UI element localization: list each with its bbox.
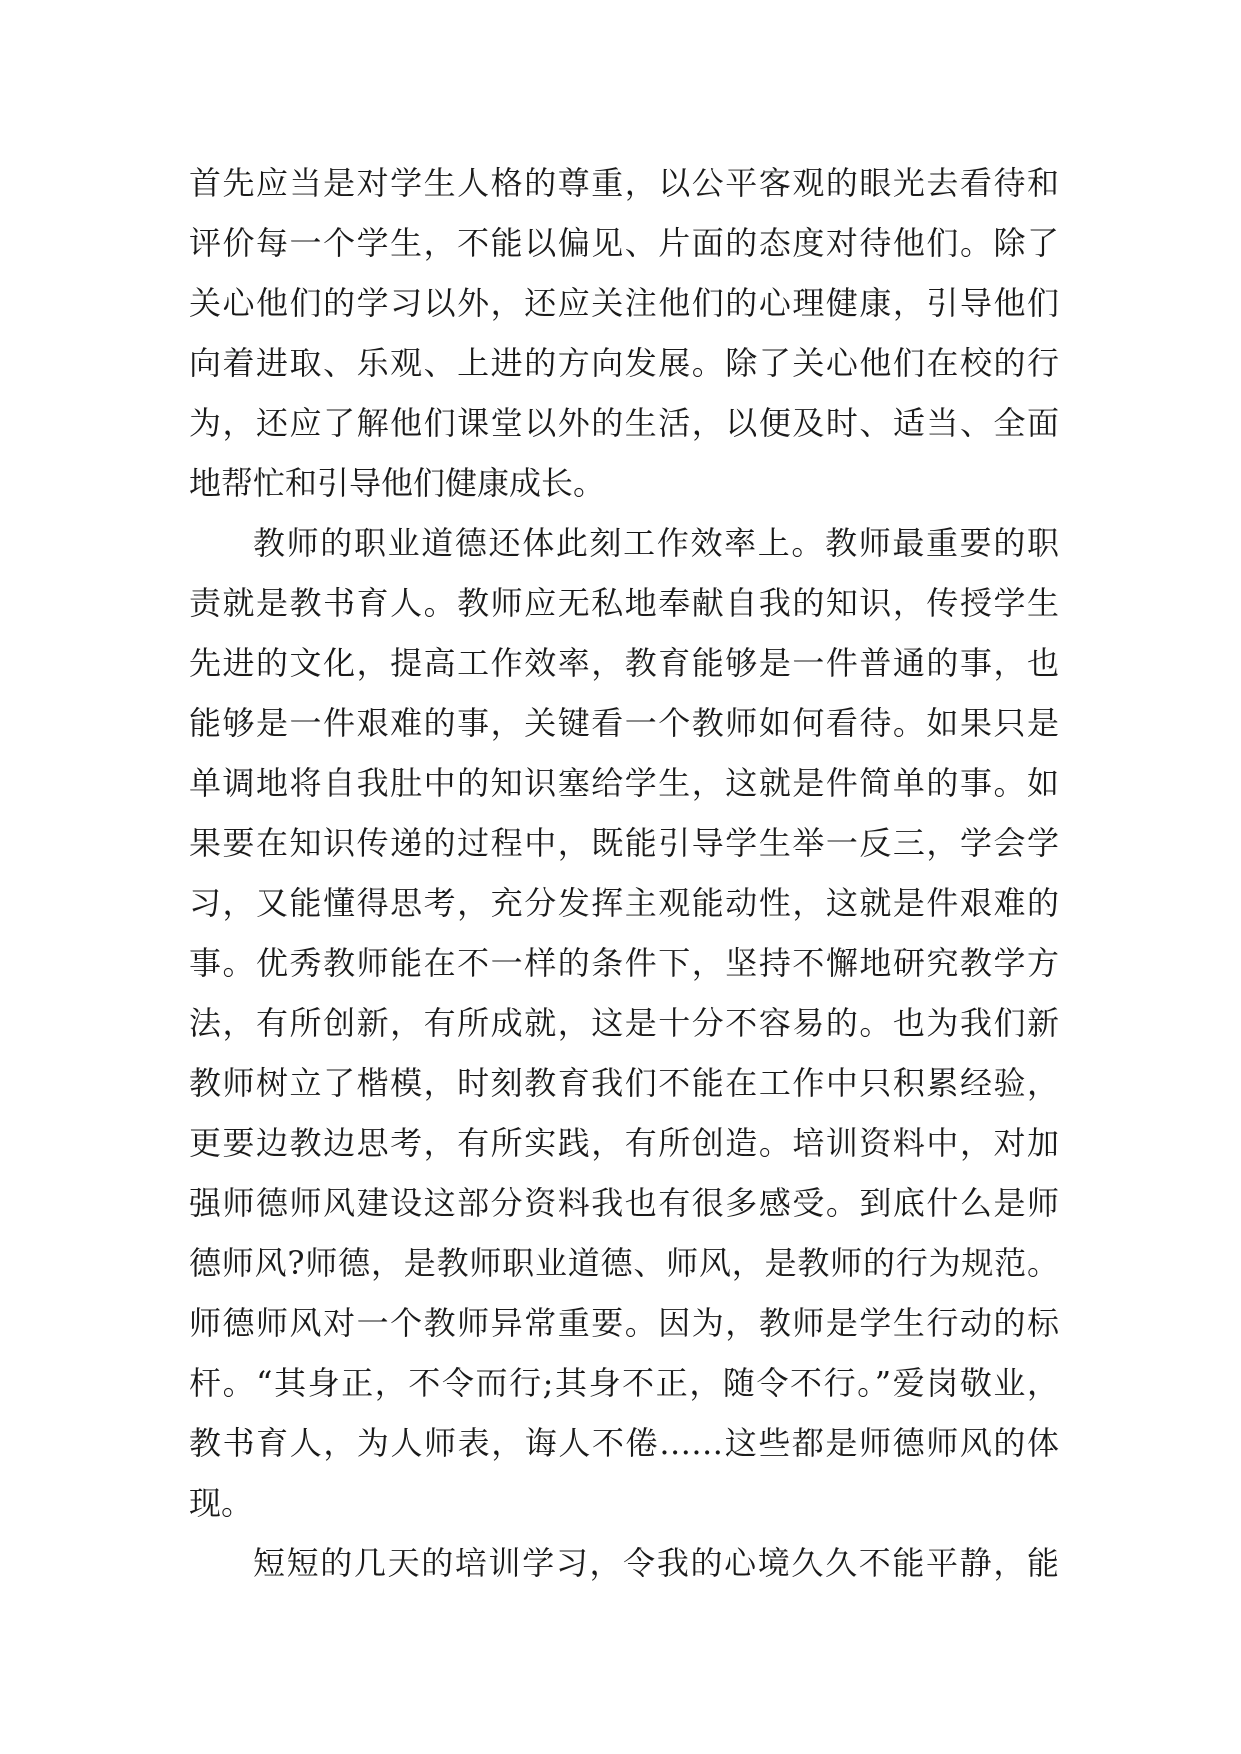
text-line: 首先应当是对学生人格的尊重，以公平客观的眼光去看待和 <box>189 164 1059 202</box>
text-line: 评价每一个学生，不能以偏见、片面的态度对待他们。除了 <box>189 224 1059 262</box>
text-line: 习，又能懂得思考，充分发挥主观能动性，这就是件艰难的 <box>189 884 1059 922</box>
text-line: 责就是教书育人。教师应无私地奉献自我的知识，传授学生 <box>189 584 1059 622</box>
text-line: 法，有所创新，有所成就，这是十分不容易的。也为我们新 <box>189 1004 1059 1042</box>
text-line: 强师德师风建设这部分资料我也有很多感受。到底什么是师 <box>189 1184 1059 1222</box>
text-line: 短短的几天的培训学习，令我的心境久久不能平静，能 <box>253 1544 1059 1582</box>
text-line: 地帮忙和引导他们健康成长。 <box>189 464 606 502</box>
text-line: 教师的职业道德还体此刻工作效率上。教师最重要的职 <box>253 524 1059 562</box>
text-line: 师德师风对一个教师异常重要。因为，教师是学生行动的标 <box>189 1304 1059 1342</box>
body-text <box>189 153 1059 1593</box>
text-line: 更要边教边思考，有所实践，有所创造。培训资料中，对加 <box>189 1124 1059 1162</box>
text-line: 教师树立了楷模，时刻教育我们不能在工作中只积累经验， <box>189 1064 1059 1102</box>
text-line: 果要在知识传递的过程中，既能引导学生举一反三，学会学 <box>189 824 1059 862</box>
text-line: 现。 <box>189 1484 254 1522</box>
text-line: 单调地将自我肚中的知识塞给学生，这就是件简单的事。如 <box>189 764 1059 802</box>
text-line: 德师风?师德，是教师职业道德、师风，是教师的行为规范。 <box>189 1244 1059 1282</box>
text-line: 教书育人，为人师表，诲人不倦……这些都是师德师风的体 <box>189 1424 1059 1462</box>
text-line: 能够是一件艰难的事，关键看一个教师如何看待。如果只是 <box>189 704 1059 742</box>
text-line: 杆。“其身正，不令而行;其身不正，随令不行。”爱岗敬业， <box>189 1364 1059 1402</box>
text-line: 向着进取、乐观、上进的方向发展。除了关心他们在校的行 <box>189 344 1059 382</box>
text-line: 事。优秀教师能在不一样的条件下，坚持不懈地研究教学方 <box>189 944 1059 982</box>
text-line: 先进的文化，提高工作效率，教育能够是一件普通的事，也 <box>189 644 1059 682</box>
text-line: 为，还应了解他们课堂以外的生活，以便及时、适当、全面 <box>189 404 1059 442</box>
text-line: 关心他们的学习以外，还应关注他们的心理健康，引导他们 <box>189 284 1059 322</box>
